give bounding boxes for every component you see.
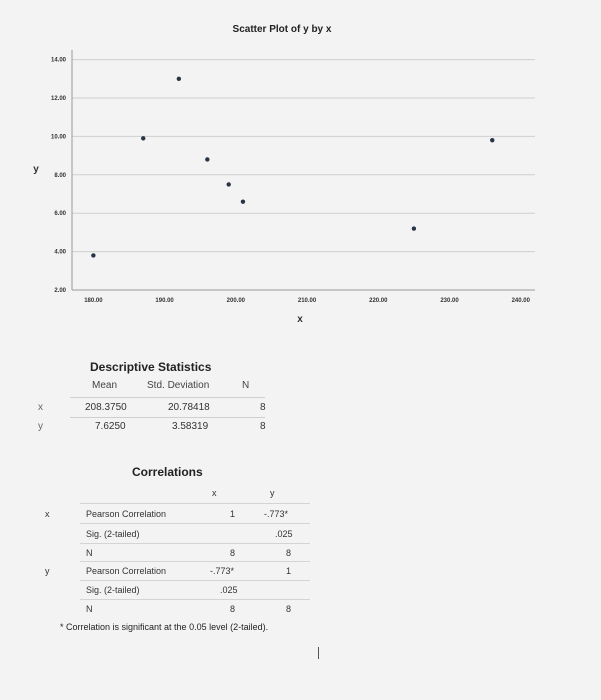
y-tick-label: 10.00 <box>50 134 66 141</box>
header-mean: Mean <box>92 380 118 391</box>
row-header-y: y <box>45 566 50 576</box>
n-label: N <box>86 604 93 614</box>
scatter-point <box>241 199 245 203</box>
pearson-label: Pearson Correlation <box>86 566 167 576</box>
n-y-x: 8 <box>230 604 236 614</box>
std-value: 20.78418 <box>168 402 210 413</box>
col-header-x: x <box>212 488 217 498</box>
correlations-table <box>30 485 310 620</box>
row-label: y <box>38 421 43 432</box>
y-tick-labels <box>51 58 67 294</box>
correlations-title: Correlations <box>132 465 203 479</box>
std-value: 3.58319 <box>172 421 209 432</box>
y-tick-label: 2.00 <box>54 288 66 294</box>
y-tick-label: 8.00 <box>54 172 66 179</box>
n-x-y: 8 <box>286 548 292 558</box>
x-tick-label: 240.00 <box>511 298 530 304</box>
n-value: 8 <box>260 402 266 413</box>
pearson-x-y: -.773* <box>264 509 289 519</box>
x-tick-label: 190.00 <box>155 298 174 304</box>
x-tick-label: 220.00 <box>369 298 388 304</box>
n-label: N <box>86 548 93 558</box>
scatter-points <box>91 77 494 258</box>
scatter-point <box>490 138 494 142</box>
x-tick-labels <box>84 298 530 304</box>
row-divider <box>80 561 310 562</box>
table-row <box>30 418 280 436</box>
text-cursor <box>318 647 319 659</box>
scatter-chart <box>0 0 601 330</box>
scatter-point <box>227 182 231 186</box>
header-std-deviation: Std. Deviation <box>147 380 210 391</box>
mean-value: 208.3750 <box>85 402 127 413</box>
significance-footnote: * Correlation is significant at the 0.05 level (2-tailed). <box>60 622 269 632</box>
row-divider <box>80 523 310 524</box>
n-y-y: 8 <box>286 604 292 614</box>
scatter-point <box>412 226 416 230</box>
pearson-y-x: -.773* <box>210 566 235 576</box>
pearson-x-x: 1 <box>230 509 236 519</box>
row-label: x <box>38 402 43 413</box>
scatter-point <box>141 136 145 140</box>
x-tick-label: 180.00 <box>84 298 103 304</box>
x-tick-label: 210.00 <box>297 298 317 304</box>
header-divider <box>70 397 265 398</box>
sig-label: Sig. (2-tailed) <box>86 529 140 539</box>
pearson-y-y: 1 <box>286 566 292 576</box>
scatter-point <box>177 77 181 81</box>
header-divider <box>80 503 310 504</box>
x-axis-label: x <box>297 314 303 325</box>
scatter-point <box>205 157 209 161</box>
row-divider <box>80 543 310 544</box>
mean-value: 7.6250 <box>95 421 126 432</box>
col-header-y: y <box>270 488 275 498</box>
y-axis-label: y <box>33 164 39 175</box>
y-tick-label: 12.00 <box>50 96 66 102</box>
scatter-point <box>91 253 95 257</box>
row-header-x: x <box>45 509 50 519</box>
sig-y-x: .025 <box>220 585 238 595</box>
y-tick-label: 4.00 <box>54 249 66 256</box>
n-value: 8 <box>260 421 266 432</box>
gridlines <box>72 60 535 290</box>
sig-x-y: .025 <box>275 529 293 539</box>
n-x-x: 8 <box>230 548 236 558</box>
pearson-label: Pearson Correlation <box>86 509 167 519</box>
x-tick-label: 230.00 <box>440 298 459 304</box>
table-row <box>30 399 280 417</box>
header-n: N <box>242 380 250 391</box>
x-tick-label: 200.00 <box>226 298 246 304</box>
descriptive-statistics-title: Descriptive Statistics <box>90 360 212 374</box>
chart-title: Scatter Plot of y by x <box>232 24 332 35</box>
y-tick-label: 14.00 <box>50 57 66 64</box>
row-divider <box>80 599 310 600</box>
row-divider <box>80 580 310 581</box>
sig-label: Sig. (2-tailed) <box>86 585 140 595</box>
y-tick-label: 6.00 <box>54 211 66 218</box>
